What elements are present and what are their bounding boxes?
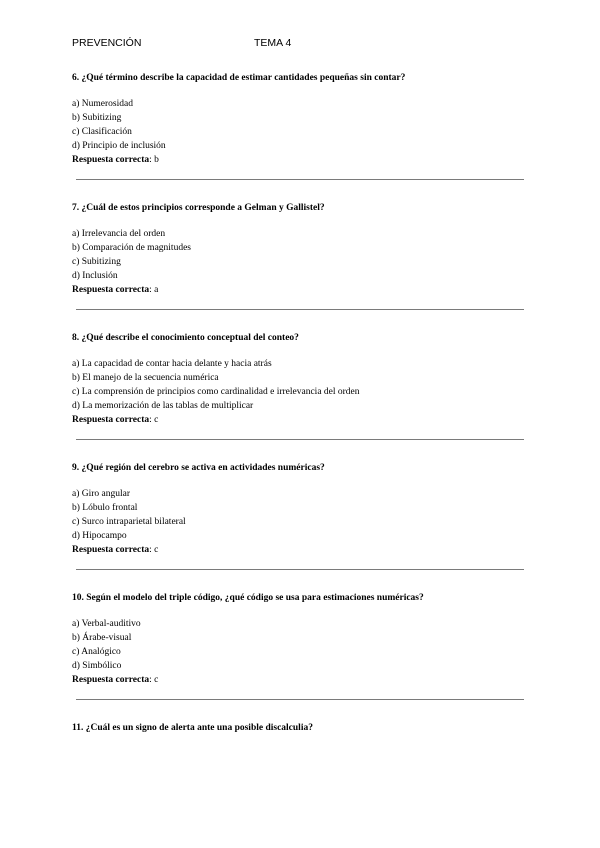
question-title: 10. Según el modelo del triple código, ¿qué código se usa para estimaciones numéricas? <box>72 593 424 603</box>
question-10 <box>72 591 524 700</box>
correct-answer <box>72 543 524 557</box>
question-options <box>72 487 524 557</box>
question-list <box>72 71 524 735</box>
option-c: c) Analógico <box>72 647 121 657</box>
question-options <box>72 617 524 687</box>
option-a: a) Numerosidad <box>72 99 133 109</box>
correct-answer <box>72 673 524 687</box>
answer-label: Respuesta correcta <box>72 155 150 165</box>
answer-label: Respuesta correcta <box>72 285 150 295</box>
question-11 <box>72 721 524 735</box>
option-c: c) La comprensión de principios como cardinalidad e irrelevancia del orden <box>72 387 360 397</box>
separator-line <box>76 309 524 310</box>
option-a: a) Verbal-auditivo <box>72 619 141 629</box>
question-9 <box>72 461 524 570</box>
correct-answer <box>72 413 524 427</box>
option-b: b) Comparación de magnitudes <box>72 243 191 253</box>
option-a: a) La capacidad de contar hacia delante y hacia atrás <box>72 359 272 369</box>
question-title: 11. ¿Cuál es un signo de alerta ante una posible discalculia? <box>72 723 313 733</box>
option-a: a) Irrelevancia del orden <box>72 229 166 239</box>
separator-line <box>76 439 524 440</box>
question-options <box>72 227 524 297</box>
question-title: 6. ¿Qué término describe la capacidad de estimar cantidades pequeñas sin contar? <box>72 73 406 83</box>
option-b: b) Árabe-visual <box>72 633 132 643</box>
separator-line <box>76 179 524 180</box>
header-section: PREVENCIÓN <box>72 37 142 49</box>
option-d: d) Simbólico <box>72 661 122 671</box>
answer-value: : c <box>149 545 159 555</box>
option-a: a) Giro angular <box>72 489 131 499</box>
option-b: b) Subitizing <box>72 113 122 123</box>
question-options <box>72 97 524 167</box>
correct-answer <box>72 283 524 297</box>
answer-value: : c <box>149 675 159 685</box>
page-header <box>72 37 532 51</box>
question-8 <box>72 331 524 440</box>
separator-line <box>76 569 524 570</box>
answer-value: : c <box>149 415 159 425</box>
option-c: c) Subitizing <box>72 257 121 267</box>
option-d: d) La memorización de las tablas de multiplicar <box>72 401 254 411</box>
correct-answer <box>72 153 524 167</box>
option-c: c) Clasificación <box>72 127 132 137</box>
question-options <box>72 357 524 427</box>
answer-value: : b <box>149 155 159 165</box>
option-d: d) Principio de inclusión <box>72 141 166 151</box>
answer-label: Respuesta correcta <box>72 545 150 555</box>
answer-label: Respuesta correcta <box>72 415 150 425</box>
option-b: b) El manejo de la secuencia numérica <box>72 373 219 383</box>
question-title: 9. ¿Qué región del cerebro se activa en actividades numéricas? <box>72 463 325 473</box>
question-title: 8. ¿Qué describe el conocimiento conceptual del conteo? <box>72 333 299 343</box>
question-title: 7. ¿Cuál de estos principios corresponde a Gelman y Gallistel? <box>72 203 325 213</box>
answer-value: : a <box>149 285 159 295</box>
option-c: c) Surco intraparietal bilateral <box>72 517 186 527</box>
question-7 <box>72 201 524 310</box>
separator-line <box>76 699 524 700</box>
question-6 <box>72 71 524 180</box>
answer-label: Respuesta correcta <box>72 675 150 685</box>
option-b: b) Lóbulo frontal <box>72 503 138 513</box>
option-d: d) Hipocampo <box>72 531 127 541</box>
option-d: d) Inclusión <box>72 271 118 281</box>
header-topic: TEMA 4 <box>254 37 292 49</box>
